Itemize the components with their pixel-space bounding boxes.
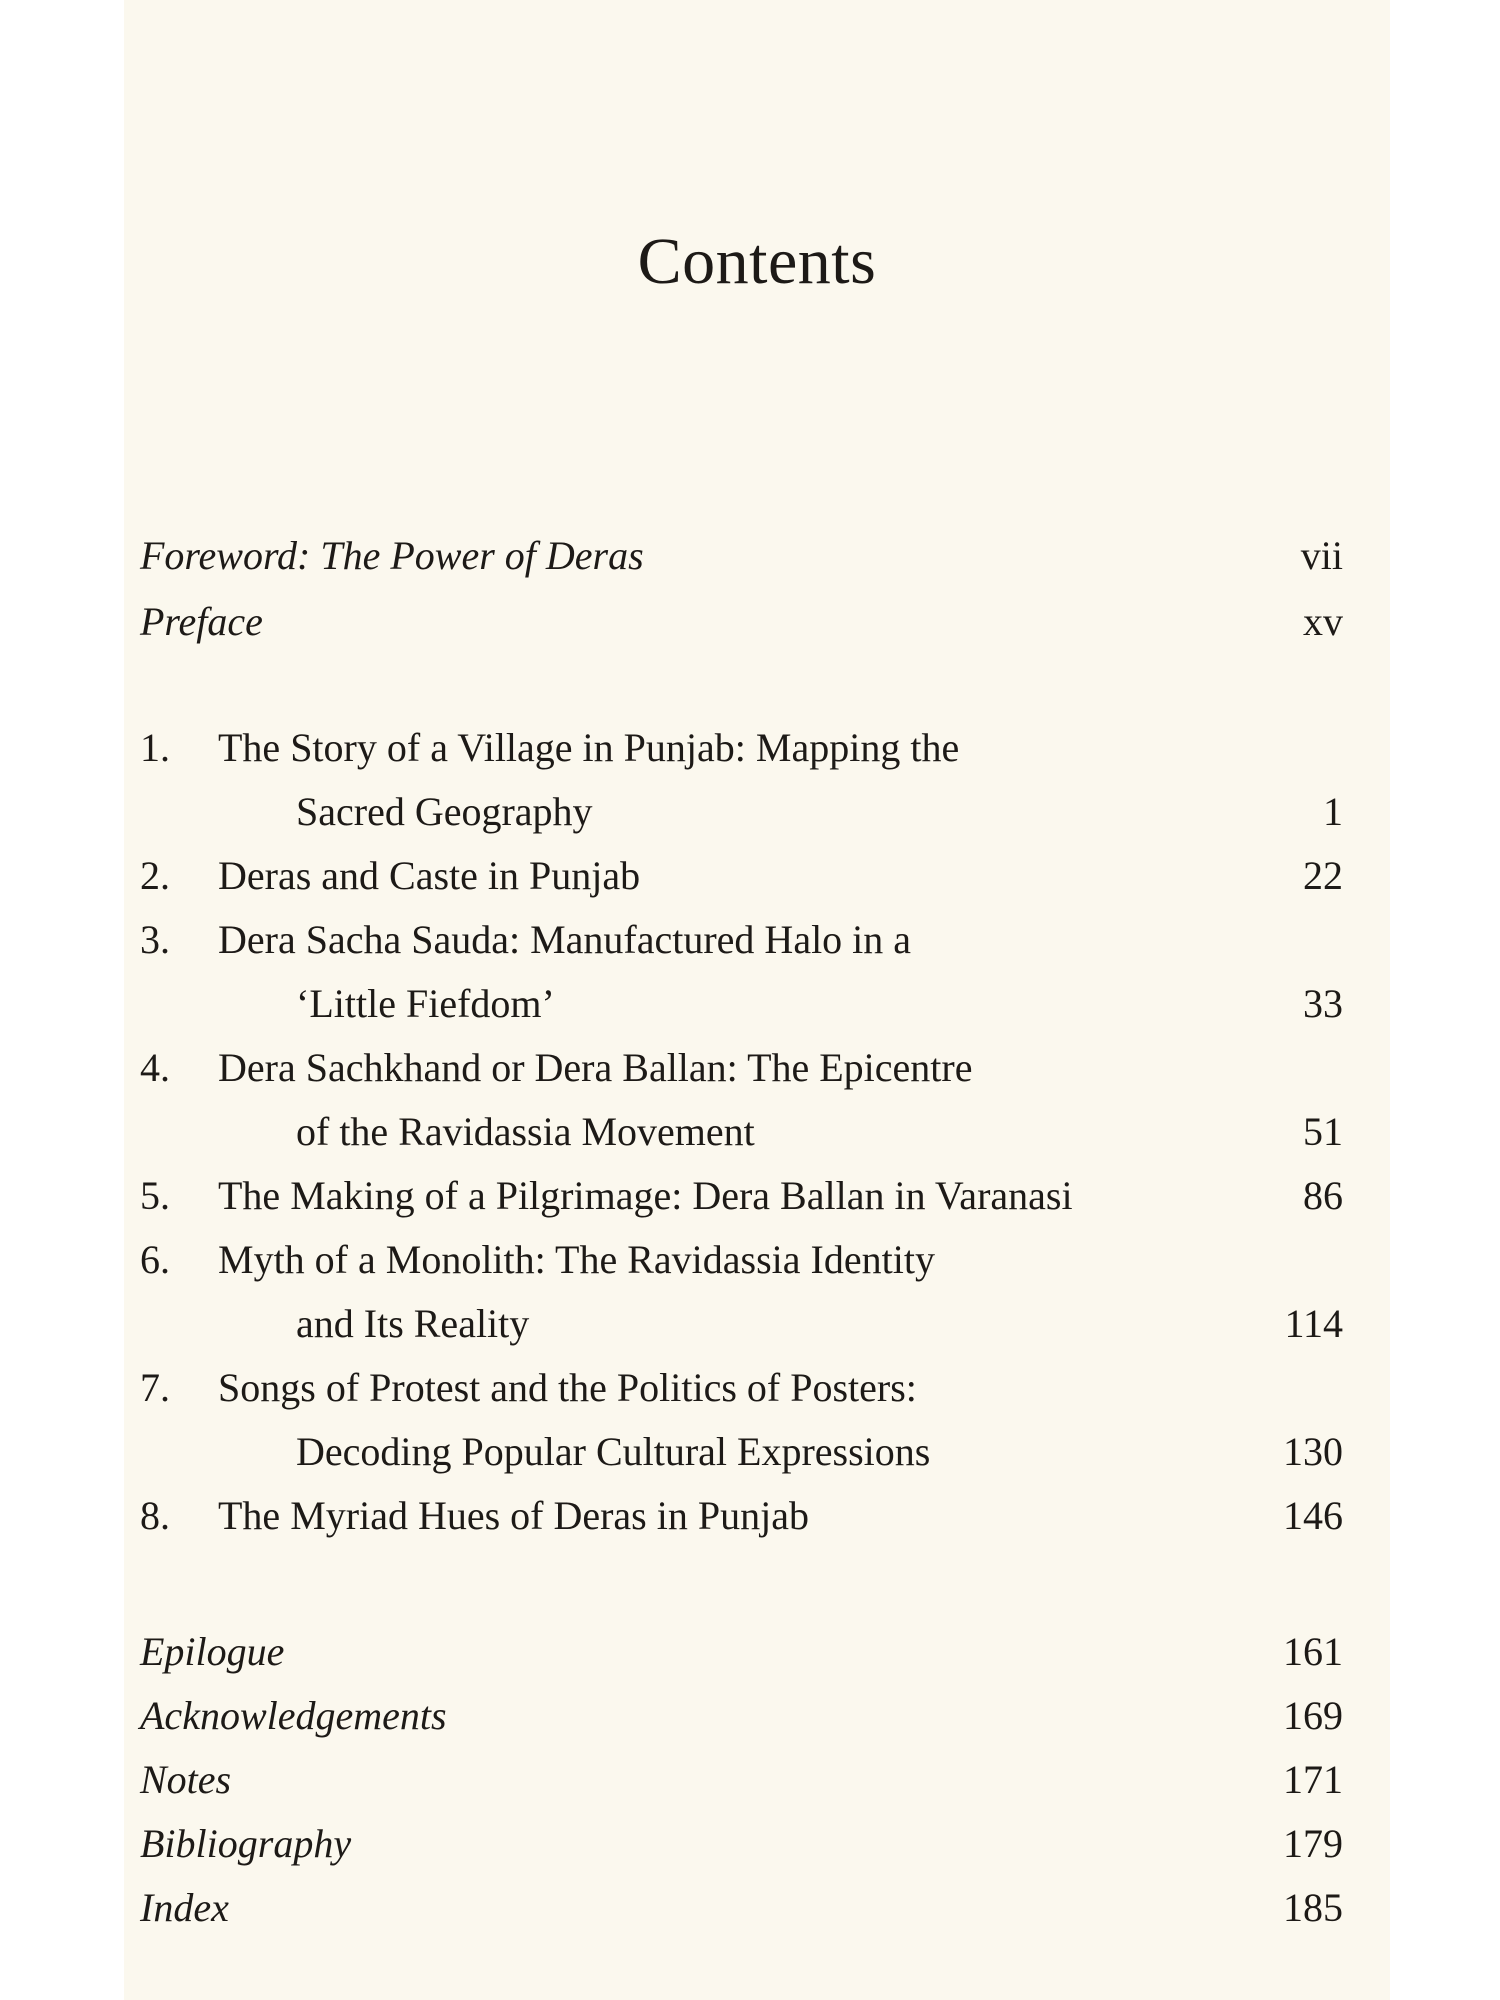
chapter-number: 5.	[140, 1173, 170, 1218]
toc-page-number: 33	[1303, 981, 1343, 1026]
toc-entry-label: Notes	[140, 1757, 232, 1802]
toc-entry-index	[140, 1876, 1390, 1940]
toc-entry-chapter-3-continued	[140, 972, 1390, 1036]
toc-entry-chapter-6	[140, 1228, 1390, 1292]
toc-entry-foreword	[140, 524, 1390, 588]
toc-entry-acknowledgements	[140, 1684, 1390, 1748]
toc-page-number: 51	[1303, 1109, 1343, 1154]
toc-entry-bibliography	[140, 1812, 1390, 1876]
toc-entry-chapter-6-continued	[140, 1292, 1390, 1356]
chapter-number: 3.	[140, 917, 170, 962]
book-page	[124, 0, 1390, 2000]
toc-page-number: 130	[1283, 1429, 1343, 1474]
toc-entry-label: Index	[140, 1885, 229, 1930]
toc-entry-chapter-4	[140, 1036, 1390, 1100]
toc-page-number: 161	[1283, 1629, 1343, 1674]
toc-page-number: 169	[1283, 1693, 1343, 1738]
chapter-title: Dera Sachkhand or Dera Ballan: The Epicentre	[218, 1045, 973, 1090]
toc-entry-chapter-1-continued	[140, 780, 1390, 844]
chapter-title-continued: ‘Little Fiefdom’	[296, 981, 555, 1026]
toc-entry-chapter-5	[140, 1164, 1390, 1228]
toc-entry-chapter-3	[140, 908, 1390, 972]
chapter-number: 8.	[140, 1493, 170, 1538]
toc-page-number: 146	[1283, 1493, 1343, 1538]
chapter-title: The Myriad Hues of Deras in Punjab	[218, 1493, 809, 1538]
toc-entry-chapter-7-continued	[140, 1420, 1390, 1484]
chapter-title: Dera Sacha Sauda: Manufactured Halo in a	[218, 917, 912, 962]
toc-entry-label: Bibliography	[140, 1821, 352, 1866]
toc-page-number: 86	[1303, 1173, 1343, 1218]
toc-entry-label: Epilogue	[140, 1629, 285, 1674]
toc-entry-epilogue	[140, 1620, 1390, 1684]
chapter-title: Deras and Caste in Punjab	[218, 853, 641, 898]
chapter-title: The Making of a Pilgrimage: Dera Ballan in Varanasi	[218, 1173, 1073, 1218]
toc-entry-preface	[140, 590, 1390, 654]
toc-entry-label: Foreword: The Power of Deras	[140, 533, 644, 578]
chapter-number: 1.	[140, 725, 170, 770]
chapter-title-continued: of the Ravidassia Movement	[296, 1109, 755, 1154]
toc-page-number: vii	[1300, 533, 1343, 578]
toc-page-number: 22	[1303, 853, 1343, 898]
chapter-title: Songs of Protest and the Politics of Posters:	[218, 1365, 917, 1410]
toc-page-number: 179	[1283, 1821, 1343, 1866]
chapter-title: The Story of a Village in Punjab: Mapping the	[218, 725, 960, 770]
chapter-number: 2.	[140, 853, 170, 898]
toc-entry-chapter-8	[140, 1484, 1390, 1548]
toc-page-number: xv	[1303, 599, 1343, 644]
toc-entry-chapter-1	[140, 716, 1390, 780]
toc-page-number: 114	[1284, 1301, 1343, 1346]
toc-entry-chapter-4-continued	[140, 1100, 1390, 1164]
chapter-number: 7.	[140, 1365, 170, 1410]
toc-page-number: 1	[1323, 789, 1343, 834]
toc-entry-label: Preface	[140, 599, 263, 644]
toc-entry-label: Acknowledgements	[140, 1693, 447, 1738]
toc-entry-notes	[140, 1748, 1390, 1812]
toc-page-number: 185	[1283, 1885, 1343, 1930]
chapter-title: Myth of a Monolith: The Ravidassia Identity	[218, 1237, 935, 1282]
chapter-number: 4.	[140, 1045, 170, 1090]
toc-entry-chapter-2	[140, 844, 1390, 908]
page-title: Contents	[637, 225, 877, 298]
chapter-number: 6.	[140, 1237, 170, 1282]
toc-entry-chapter-7	[140, 1356, 1390, 1420]
chapter-title-continued: Sacred Geography	[296, 789, 593, 834]
toc-page-number: 171	[1283, 1757, 1343, 1802]
chapter-title-continued: Decoding Popular Cultural Expressions	[296, 1429, 931, 1474]
chapter-title-continued: and Its Reality	[296, 1301, 530, 1346]
